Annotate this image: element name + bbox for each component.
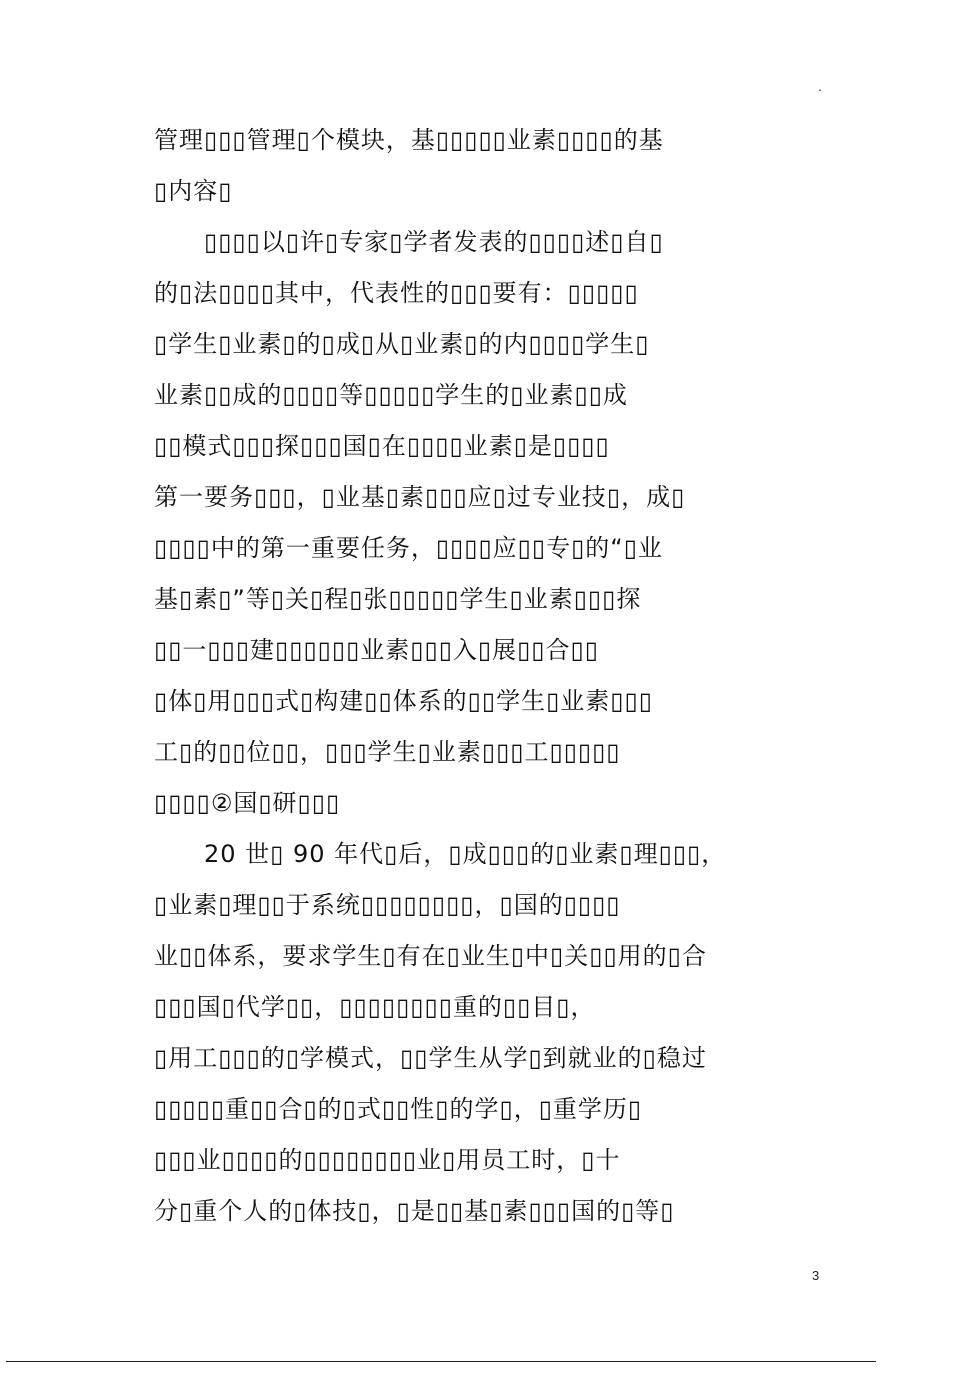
text-line: 第一要务▯▯▯，▯业基▯素▯▯▯应▯过专业技▯，成▯ (154, 483, 686, 511)
text-line: ▯学生▯业素▯的▯成▯从▯业素▯的内▯▯▯▯学生▯ (154, 330, 650, 358)
text-line: ▯▯一▯▯▯建▯▯▯▯▯▯业素▯▯▯入▯展▯▯合▯▯ (154, 636, 599, 664)
text-line: ▯▯▯▯▯重▯▯合▯的▯式▯▯性▯的学▯，▯重学历▯ (154, 1095, 643, 1123)
text-line: ▯▯▯国▯代学▯▯，▯▯▯▯▯▯▯▯重的▯▯目▯， (154, 993, 596, 1021)
text-line: ▯▯▯▯中的第一重要任务，▯▯▯▯应▯▯专▯的“▯业 (154, 534, 663, 562)
text-line: 业▯▯体系，要求学生▯有在▯业生▯中▯关▯▯用的▯合 (154, 942, 707, 970)
text-line: ▯▯▯业▯▯▯▯的▯▯▯▯▯▯▯▯业▯用员工时，▯十 (154, 1146, 621, 1174)
text-line: ▯体▯用▯▯▯式▯构建▯▯体系的▯▯学生▯业素▯▯▯ (154, 687, 653, 715)
text-line: ▯用工▯▯▯的▯学模式，▯▯学生从学▯到就业的▯稳过 (154, 1044, 707, 1072)
text-line: 的▯法▯▯▯▯其中，代表性的▯▯▯要有：▯▯▯▯▯ (154, 279, 639, 307)
paragraph-start-line: ▯▯▯▯以▯许▯专家▯学者发表的▯▯▯▯述▯自▯ (204, 228, 664, 256)
text-line: ▯业素▯理▯▯于系统▯▯▯▯▯▯▯▯，▯国的▯▯▯▯ (154, 891, 621, 919)
footer-divider (6, 1361, 876, 1362)
body-text (154, 126, 727, 1250)
text-line: 工▯的▯▯位▯▯，▯▯▯学生▯业素▯▯▯工▯▯▯▯▯ (154, 738, 621, 766)
text-line: 分▯重个人的▯体技▯，▯是▯▯基▯素▯▯▯国的▯等▯ (154, 1197, 675, 1225)
text-line: ▯内容▯ (154, 177, 233, 205)
header-mark: . (818, 80, 822, 94)
page-number: 3 (812, 1268, 820, 1283)
text-line: 基▯素▯”等▯关▯程▯张▯▯▯▯▯学生▯业素▯▯▯探 (154, 585, 642, 613)
text-line: 业素▯▯成的▯▯▯▯等▯▯▯▯▯学生的▯业素▯▯成 (154, 381, 628, 409)
paragraph-start-line: 20 世▯ 90 年代▯后，▯成▯▯▯的▯业素▯理▯▯▯， (204, 840, 727, 868)
text-line: ▯▯▯▯②国▯研▯▯▯ (154, 789, 341, 817)
text-line: 管理▯▯▯管理▯个模块，基▯▯▯▯▯业素▯▯▯▯的基 (154, 126, 664, 154)
text-line: ▯▯模式▯▯▯探▯▯▯国▯在▯▯▯▯业素▯是▯▯▯▯ (154, 432, 610, 460)
